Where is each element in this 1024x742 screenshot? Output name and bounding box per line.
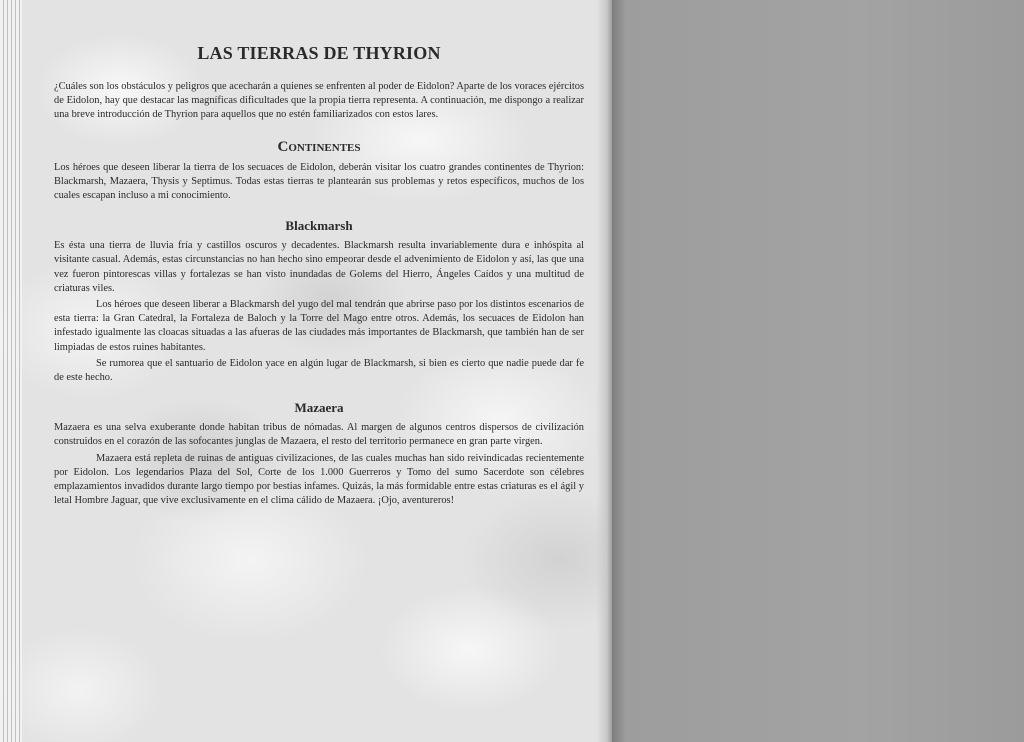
right-page-blank: [612, 0, 1024, 742]
section-heading-mazaera: Mazaera: [294, 400, 344, 416]
section-heading-blackmarsh: Blackmarsh: [285, 218, 353, 234]
intro-paragraph: ¿Cuáles son los obstáculos y peligros que acecharán a quienes se enfrenten al poder de Eidolon? Aparte de los voraces ejércitos de Eidolon, hay que destacar las magníficas dificultades que la propia tierra representa. A continuación, me dispongo a realizar una breve introducción de Thyrion para aquellos que no estén familiarizados con estos lares.: [54, 81, 584, 121]
blackmarsh-paragraph-1: Es ésta una tierra de lluvia fría y castillos oscuros y decadentes. Blackmarsh resulta invariablemente dura e inhóspita al visitante casual. Además, estas circunstancias no han hecho sino empeorar desde el advenimiento de Eidolon y así, las que una vez fueron pintorescas villas y fortalezas se han visto inundadas de Golems del Hierro, Ángeles Caídos y una multitud de criaturas viles.: [54, 240, 584, 294]
continentes-paragraph: Los héroes que deseen liberar la tierra de los secuaces de Eidolon, deberán visitar los cuatro grandes continentes de Thyrion: Blackmarsh, Mazaera, Thysis y Septimus. Todas estas tierras te plantearán sus problemas y retos específicos, muchos de los cuales escapan incluso a mi conocimiento.: [54, 161, 584, 202]
blackmarsh-paragraph-2: Los héroes que deseen liberar a Blackmarsh del yugo del mal tendrán que abrirse paso por los distintos escenarios de esta tierra: la Gran Catedral, la Fortaleza de Baloch y la Torre del Mago entre otros. Además, los secuaces de Eidolon han infestado igualmente las cloacas situadas a las afueras de las ciudades más importantes de Blackmarsh, que también han de ser limpiadas de estos ruines habitantes.: [54, 299, 584, 353]
page-edges: [0, 0, 22, 742]
page-title: LAS TIERRAS DE THYRION: [197, 43, 441, 63]
mazaera-paragraph-1: Mazaera es una selva exuberante donde habitan tribus de nómadas. Al margen de algunos centros dispersos de civilización construidos en el corazón de las sofocantes junglas de Mazaera, el resto del territorio permanece en gran parte virgen.: [54, 422, 584, 448]
mazaera-paragraph-2: Mazaera está repleta de ruinas de antiguas civilizaciones, de las cuales muchas han sido reivindicadas recientemente por Eidolon. Los legendarios Plaza del Sol, Corte de los 1.000 Guerreros y Tomo del sumo Sacerdote son célebres emplazamientos invadidos durante largo tiempo por bestias infames. Quizás, la más formidable entre estas criaturas es el ágil y letal Hombre Jaguar, que vive exclusivamente en el clima cálido de Mazaera. ¡Ojo, aventureros!: [54, 452, 584, 507]
section-heading-continentes: Continentes: [277, 138, 361, 155]
blackmarsh-paragraph-3: Se rumorea que el santuario de Eidolon yace en algún lugar de Blackmarsh, si bien es cierto que nadie puede dar fe de este hecho.: [54, 357, 584, 384]
page-content: [54, 40, 584, 508]
